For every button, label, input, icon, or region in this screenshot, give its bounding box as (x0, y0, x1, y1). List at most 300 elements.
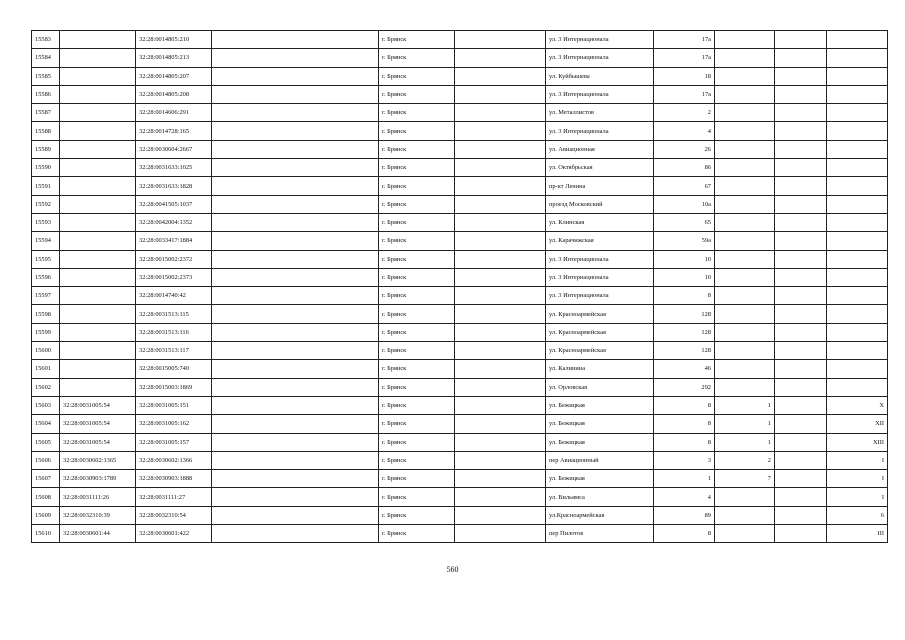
cell-empty (775, 342, 827, 360)
table-row (32, 342, 888, 360)
cell-empty (212, 140, 379, 158)
cell-city: г. Брянск (379, 195, 455, 213)
cell-house-number: 10 (654, 268, 715, 286)
cell-row-number: 15585 (32, 67, 60, 85)
cell-building-number (715, 177, 775, 195)
cell-row-number: 15603 (32, 396, 60, 414)
table-row (32, 213, 888, 231)
cell-city: г. Брянск (379, 305, 455, 323)
cell-parent-cadastral-number (60, 31, 136, 49)
cell-empty (212, 433, 379, 451)
cell-empty (455, 213, 546, 231)
cell-street: ул. 3 Интернационала (546, 85, 654, 103)
cell-cadastral-number: 32:28:0042004:1352 (136, 213, 212, 231)
cell-empty (212, 31, 379, 49)
cell-empty (775, 67, 827, 85)
cell-street: ул. Калинина (546, 360, 654, 378)
cell-house-number: 46 (654, 360, 715, 378)
table-row (32, 159, 888, 177)
cell-building-number (715, 85, 775, 103)
cell-row-number: 15583 (32, 31, 60, 49)
cell-premises-number (827, 177, 888, 195)
cell-building-number (715, 250, 775, 268)
cell-premises-number (827, 122, 888, 140)
cell-premises-number: XII (827, 415, 888, 433)
cell-premises-number (827, 104, 888, 122)
cell-street: ул. Клинская (546, 213, 654, 231)
cell-house-number: 4 (654, 488, 715, 506)
cell-premises-number: X (827, 396, 888, 414)
cell-city: г. Брянск (379, 342, 455, 360)
cell-empty (775, 177, 827, 195)
cell-empty (455, 31, 546, 49)
cell-empty (775, 360, 827, 378)
cell-cadastral-number: 32:28:0031005:151 (136, 396, 212, 414)
cell-row-number: 15589 (32, 140, 60, 158)
table-row (32, 122, 888, 140)
cell-city: г. Брянск (379, 177, 455, 195)
cell-empty (775, 31, 827, 49)
cell-empty (212, 415, 379, 433)
cell-parent-cadastral-number: 32:28:0030601:44 (60, 525, 136, 543)
cell-empty (212, 305, 379, 323)
cell-empty (212, 323, 379, 341)
table-row (32, 49, 888, 67)
cell-empty (212, 360, 379, 378)
cell-parent-cadastral-number (60, 342, 136, 360)
cell-empty (775, 378, 827, 396)
cell-building-number: 2 (715, 451, 775, 469)
cell-empty (212, 159, 379, 177)
cell-building-number (715, 360, 775, 378)
cell-street: пер Пилотов (546, 525, 654, 543)
cell-parent-cadastral-number: 32:28:0030903:1789 (60, 470, 136, 488)
cell-house-number: 8 (654, 433, 715, 451)
cell-row-number: 15587 (32, 104, 60, 122)
cell-cadastral-number: 32:28:0032310:54 (136, 506, 212, 524)
cell-empty (455, 470, 546, 488)
cell-premises-number (827, 49, 888, 67)
cell-building-number (715, 49, 775, 67)
cell-empty (212, 195, 379, 213)
cell-house-number: 17а (654, 49, 715, 67)
cell-city: г. Брянск (379, 415, 455, 433)
registry-table-body (32, 31, 888, 543)
cell-row-number: 15608 (32, 488, 60, 506)
cell-house-number: 10 (654, 250, 715, 268)
cell-parent-cadastral-number: 32:28:0031005:54 (60, 433, 136, 451)
cell-city: г. Брянск (379, 232, 455, 250)
cell-street: ул. Авиационная (546, 140, 654, 158)
cell-city: г. Брянск (379, 49, 455, 67)
table-row (32, 140, 888, 158)
table-row (32, 506, 888, 524)
cell-empty (455, 378, 546, 396)
cell-parent-cadastral-number: 32:28:0032310:39 (60, 506, 136, 524)
registry-table (31, 30, 888, 543)
cell-cadastral-number: 32:28:0014805:207 (136, 67, 212, 85)
cell-house-number: 2 (654, 104, 715, 122)
cell-street: ул. Металлистов (546, 104, 654, 122)
cell-empty (455, 323, 546, 341)
table-row (32, 525, 888, 543)
cell-city: г. Брянск (379, 85, 455, 103)
cell-building-number (715, 287, 775, 305)
cell-parent-cadastral-number (60, 159, 136, 177)
table-row (32, 396, 888, 414)
cell-cadastral-number: 32:28:0014606:291 (136, 104, 212, 122)
cell-premises-number: 6 (827, 506, 888, 524)
table-row (32, 305, 888, 323)
cell-cadastral-number: 32:28:0031513:117 (136, 342, 212, 360)
cell-empty (212, 268, 379, 286)
cell-premises-number (827, 305, 888, 323)
cell-house-number: 1 (654, 470, 715, 488)
cell-cadastral-number: 32:28:0031633:1828 (136, 177, 212, 195)
cell-city: г. Брянск (379, 140, 455, 158)
cell-row-number: 15606 (32, 451, 60, 469)
table-row (32, 177, 888, 195)
cell-empty (212, 232, 379, 250)
cell-cadastral-number: 32:28:0014805:213 (136, 49, 212, 67)
cell-street: ул. 3 Интернационала (546, 122, 654, 140)
cell-street: ул. Бежицкая (546, 396, 654, 414)
cell-row-number: 15597 (32, 287, 60, 305)
cell-cadastral-number: 32:28:0015002:2373 (136, 268, 212, 286)
cell-empty (455, 104, 546, 122)
cell-empty (212, 250, 379, 268)
cell-street: пр-кт Ленина (546, 177, 654, 195)
cell-building-number (715, 525, 775, 543)
cell-empty (212, 470, 379, 488)
cell-empty (775, 250, 827, 268)
cell-building-number (715, 140, 775, 158)
cell-premises-number (827, 250, 888, 268)
cell-parent-cadastral-number (60, 85, 136, 103)
cell-empty (455, 287, 546, 305)
cell-parent-cadastral-number (60, 323, 136, 341)
cell-row-number: 15594 (32, 232, 60, 250)
cell-row-number: 15592 (32, 195, 60, 213)
cell-empty (212, 177, 379, 195)
cell-city: г. Брянск (379, 488, 455, 506)
cell-house-number: 17а (654, 31, 715, 49)
cell-row-number: 15605 (32, 433, 60, 451)
cell-building-number (715, 67, 775, 85)
cell-premises-number (827, 360, 888, 378)
cell-empty (212, 488, 379, 506)
cell-empty (775, 415, 827, 433)
cell-empty (775, 104, 827, 122)
cell-building-number (715, 323, 775, 341)
cell-row-number: 15593 (32, 213, 60, 231)
cell-cadastral-number: 32:28:0015003:1869 (136, 378, 212, 396)
cell-building-number (715, 104, 775, 122)
cell-house-number: 18 (654, 67, 715, 85)
cell-house-number: 17а (654, 85, 715, 103)
cell-cadastral-number: 32:28:0031111:27 (136, 488, 212, 506)
cell-empty (455, 159, 546, 177)
cell-empty (212, 378, 379, 396)
cell-empty (775, 488, 827, 506)
cell-street: ул. 3 Интернационала (546, 250, 654, 268)
cell-parent-cadastral-number (60, 67, 136, 85)
cell-house-number: 128 (654, 305, 715, 323)
cell-empty (212, 104, 379, 122)
cell-building-number (715, 31, 775, 49)
cell-empty (775, 122, 827, 140)
cell-row-number: 15610 (32, 525, 60, 543)
table-row (32, 67, 888, 85)
cell-premises-number (827, 342, 888, 360)
cell-city: г. Брянск (379, 525, 455, 543)
cell-empty (775, 433, 827, 451)
cell-empty (455, 268, 546, 286)
cell-building-number: 7 (715, 470, 775, 488)
cell-cadastral-number: 32:28:0031005:162 (136, 415, 212, 433)
cell-premises-number (827, 140, 888, 158)
cell-parent-cadastral-number (60, 140, 136, 158)
cell-street: ул. 3 Интернационала (546, 31, 654, 49)
table-row (32, 287, 888, 305)
cell-house-number: 59а (654, 232, 715, 250)
cell-empty (212, 287, 379, 305)
cell-empty (455, 49, 546, 67)
cell-empty (455, 415, 546, 433)
cell-house-number: 128 (654, 323, 715, 341)
cell-street: проезд Московский (546, 195, 654, 213)
cell-city: г. Брянск (379, 470, 455, 488)
table-row (32, 31, 888, 49)
cell-empty (455, 177, 546, 195)
cell-empty (775, 470, 827, 488)
cell-cadastral-number: 32:28:0014740:42 (136, 287, 212, 305)
cell-premises-number (827, 287, 888, 305)
table-row (32, 323, 888, 341)
cell-empty (775, 195, 827, 213)
cell-empty (455, 360, 546, 378)
cell-parent-cadastral-number (60, 360, 136, 378)
cell-parent-cadastral-number (60, 232, 136, 250)
cell-empty (212, 122, 379, 140)
cell-premises-number: I (827, 451, 888, 469)
cell-street: ул. Карачижская (546, 232, 654, 250)
cell-cadastral-number: 32:28:0031513:116 (136, 323, 212, 341)
cell-city: г. Брянск (379, 433, 455, 451)
table-row (32, 360, 888, 378)
cell-empty (455, 506, 546, 524)
table-row (32, 250, 888, 268)
cell-parent-cadastral-number (60, 268, 136, 286)
cell-building-number: 1 (715, 396, 775, 414)
cell-empty (775, 396, 827, 414)
cell-street: ул. Красноармейская (546, 305, 654, 323)
table-row (32, 470, 888, 488)
cell-parent-cadastral-number: 32:28:0031111:26 (60, 488, 136, 506)
cell-city: г. Брянск (379, 268, 455, 286)
cell-parent-cadastral-number (60, 122, 136, 140)
cell-row-number: 15586 (32, 85, 60, 103)
cell-empty (455, 195, 546, 213)
cell-row-number: 15600 (32, 342, 60, 360)
cell-house-number: 4 (654, 122, 715, 140)
table-row (32, 85, 888, 103)
cell-row-number: 15599 (32, 323, 60, 341)
cell-city: г. Брянск (379, 287, 455, 305)
cell-city: г. Брянск (379, 360, 455, 378)
cell-empty (455, 433, 546, 451)
cell-building-number (715, 159, 775, 177)
table-row (32, 232, 888, 250)
cell-building-number (715, 506, 775, 524)
cell-building-number (715, 122, 775, 140)
cell-cadastral-number: 32:28:0015002:2372 (136, 250, 212, 268)
cell-row-number: 15595 (32, 250, 60, 268)
cell-parent-cadastral-number (60, 250, 136, 268)
cell-empty (775, 159, 827, 177)
cell-building-number (715, 213, 775, 231)
cell-house-number: 8 (654, 287, 715, 305)
cell-empty (775, 305, 827, 323)
cell-empty (455, 232, 546, 250)
cell-cadastral-number: 32:28:0030604:2667 (136, 140, 212, 158)
cell-building-number (715, 305, 775, 323)
cell-city: г. Брянск (379, 323, 455, 341)
table-row (32, 268, 888, 286)
cell-empty (775, 85, 827, 103)
cell-building-number: 1 (715, 433, 775, 451)
table-row (32, 378, 888, 396)
cell-city: г. Брянск (379, 378, 455, 396)
cell-city: г. Брянск (379, 396, 455, 414)
page-number: 560 (446, 565, 459, 574)
cell-row-number: 15596 (32, 268, 60, 286)
table-row (32, 451, 888, 469)
cell-premises-number (827, 85, 888, 103)
cell-house-number: 67 (654, 177, 715, 195)
cell-empty (775, 323, 827, 341)
cell-street: ул. Бежицкая (546, 415, 654, 433)
cell-house-number: 128 (654, 342, 715, 360)
cell-city: г. Брянск (379, 250, 455, 268)
cell-house-number: 10а (654, 195, 715, 213)
cell-row-number: 15601 (32, 360, 60, 378)
cell-premises-number (827, 268, 888, 286)
cell-parent-cadastral-number (60, 305, 136, 323)
cell-street: ул. 3 Интернационала (546, 49, 654, 67)
cell-city: г. Брянск (379, 213, 455, 231)
cell-empty (775, 287, 827, 305)
cell-premises-number (827, 232, 888, 250)
cell-empty (212, 213, 379, 231)
cell-premises-number: I (827, 470, 888, 488)
cell-empty (775, 506, 827, 524)
cell-empty (212, 85, 379, 103)
cell-parent-cadastral-number (60, 49, 136, 67)
cell-parent-cadastral-number (60, 177, 136, 195)
cell-building-number (715, 232, 775, 250)
cell-house-number: 65 (654, 213, 715, 231)
cell-parent-cadastral-number (60, 378, 136, 396)
cell-empty (775, 213, 827, 231)
cell-street: ул. Бежицкая (546, 470, 654, 488)
cell-house-number: 8 (654, 525, 715, 543)
cell-city: г. Брянск (379, 122, 455, 140)
cell-house-number: 26 (654, 140, 715, 158)
cell-street: пер Авиационный (546, 451, 654, 469)
cell-city: г. Брянск (379, 31, 455, 49)
cell-empty (775, 140, 827, 158)
cell-row-number: 15604 (32, 415, 60, 433)
cell-premises-number (827, 323, 888, 341)
cell-premises-number (827, 195, 888, 213)
cell-street: ул. Бежицкая (546, 433, 654, 451)
cell-parent-cadastral-number: 32:28:0030602:1365 (60, 451, 136, 469)
cell-street: ул. Красноармейская (546, 342, 654, 360)
cell-street: ул.Красноармейская (546, 506, 654, 524)
cell-parent-cadastral-number (60, 195, 136, 213)
cell-cadastral-number: 32:28:0014728:165 (136, 122, 212, 140)
cell-street: ул. Куйбышева (546, 67, 654, 85)
cell-empty (455, 451, 546, 469)
cell-premises-number (827, 67, 888, 85)
cell-city: г. Брянск (379, 506, 455, 524)
cell-empty (455, 342, 546, 360)
cell-row-number: 15591 (32, 177, 60, 195)
table-row (32, 104, 888, 122)
cell-city: г. Брянск (379, 67, 455, 85)
cell-building-number (715, 195, 775, 213)
cell-empty (455, 250, 546, 268)
table-row (32, 195, 888, 213)
cell-parent-cadastral-number (60, 287, 136, 305)
cell-row-number: 15607 (32, 470, 60, 488)
cell-parent-cadastral-number: 32:28:0031005:54 (60, 415, 136, 433)
cell-empty (455, 305, 546, 323)
cell-cadastral-number: 32:28:0030602:1366 (136, 451, 212, 469)
cell-empty (455, 396, 546, 414)
cell-empty (455, 140, 546, 158)
cell-empty (775, 451, 827, 469)
cell-city: г. Брянск (379, 104, 455, 122)
cell-street: ул. Вильямса (546, 488, 654, 506)
cell-cadastral-number: 32:28:0015005:740 (136, 360, 212, 378)
cell-row-number: 15588 (32, 122, 60, 140)
cell-house-number: 292 (654, 378, 715, 396)
cell-house-number: 86 (654, 159, 715, 177)
cell-house-number: 8 (654, 396, 715, 414)
cell-parent-cadastral-number (60, 213, 136, 231)
cell-empty (212, 451, 379, 469)
cell-row-number: 15584 (32, 49, 60, 67)
cell-parent-cadastral-number: 32:28:0031005:54 (60, 396, 136, 414)
cell-premises-number: XIII (827, 433, 888, 451)
cell-cadastral-number: 32:28:0031005:157 (136, 433, 212, 451)
cell-street: ул. 3 Интернационала (546, 268, 654, 286)
cell-empty (455, 67, 546, 85)
cell-premises-number (827, 159, 888, 177)
cell-premises-number: I (827, 488, 888, 506)
cell-building-number (715, 268, 775, 286)
cell-empty (212, 67, 379, 85)
cell-empty (212, 506, 379, 524)
cell-row-number: 15602 (32, 378, 60, 396)
table-row (32, 488, 888, 506)
cell-empty (455, 85, 546, 103)
cell-empty (212, 525, 379, 543)
cell-cadastral-number: 32:28:0014805:208 (136, 85, 212, 103)
cell-cadastral-number: 32:28:0030903:1888 (136, 470, 212, 488)
